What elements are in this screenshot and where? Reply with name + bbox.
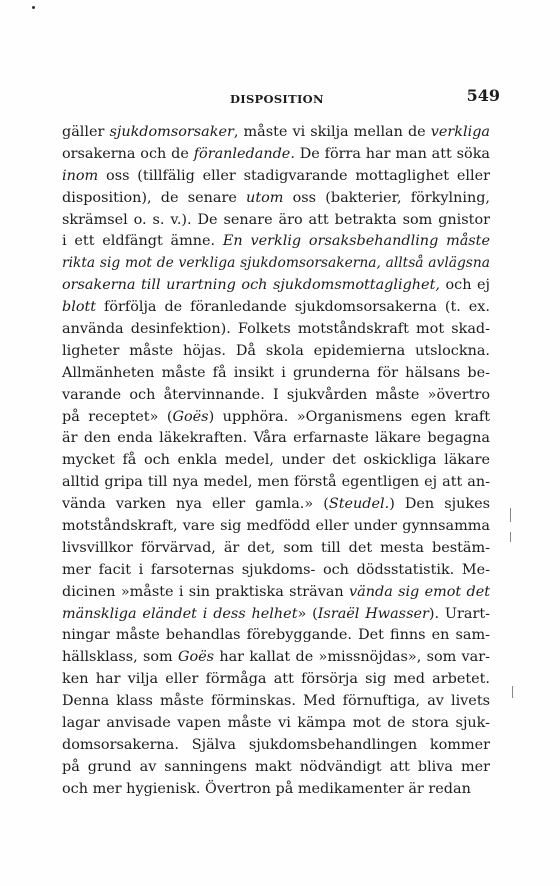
text-run: lagar anvisade vapen måste vi kämpa mot de stora sjuk- xyxy=(62,715,490,732)
text-line xyxy=(62,582,490,604)
text-line xyxy=(62,560,490,582)
text-run: är den enda läkekraften. Våra erfarnaste läkare begagna xyxy=(62,430,490,447)
text-run: skrämsel o. s. v.). De senare äro att betrakta som gnistor xyxy=(62,211,490,228)
text-run: oss (tillfälig eller stadigvarande mottaglighet eller xyxy=(98,167,490,184)
text-run: disposition), de senare xyxy=(62,189,247,206)
text-run: motståndskraft, vare sig medfödd eller under gynnsamma xyxy=(62,518,490,535)
text-run: ningar måste behandlas förebyggande. Det finns en sam- xyxy=(62,627,490,644)
text-run: och ej xyxy=(439,277,490,294)
text-line xyxy=(62,713,490,735)
text-run: mer facit i farsoternas sjukdoms- och dödsstatistik. Me- xyxy=(62,561,490,578)
text-run: ) upphöra. »Organismens egen kraft xyxy=(208,408,491,425)
text-line xyxy=(62,604,490,626)
italic-text: inom xyxy=(62,167,99,184)
text-line xyxy=(62,341,490,363)
text-line xyxy=(62,297,490,319)
text-line xyxy=(62,144,490,166)
text-run: Allmänheten måste få insikt i grunderna för hälsans be- xyxy=(62,364,490,381)
text-run: oss (bakterier, förkylning, xyxy=(283,189,490,206)
text-line xyxy=(62,669,490,691)
text-run: livsvillkor förvärvad, är det, som till det mesta bestäm- xyxy=(62,539,490,556)
text-run: ) Den sjukes xyxy=(389,496,490,513)
text-run: De förra har man att söka xyxy=(294,145,491,162)
italic-text: Goës xyxy=(177,649,215,666)
text-line xyxy=(62,757,490,779)
text-run: ken har vilja eller förmåga att försörja sig med arbetet. xyxy=(62,671,490,688)
scan-margin-mark xyxy=(512,686,513,698)
italic-text: En verklig orsaksbehandling måste xyxy=(222,233,490,250)
italic-text: orsakerna till urartning och sjukdomsmottaglighet, xyxy=(62,277,440,294)
text-run: förfölja de föranledande sjukdomsorsakerna (t. ex. xyxy=(96,299,490,316)
italic-text: Goës xyxy=(172,408,209,425)
body-text xyxy=(62,122,490,801)
text-run: vända varken nya eller gamla.» ( xyxy=(62,496,329,513)
scan-speck xyxy=(32,6,35,9)
italic-text: rikta sig mot de verkliga sjukdomsorsakerna, alltså avlägsna xyxy=(62,255,490,272)
italic-text: Israël Hwasser xyxy=(317,605,429,622)
text-run: ligheter måste höjas. Då skola epidemierna utslockna. xyxy=(62,342,490,359)
text-line xyxy=(62,407,490,429)
text-line xyxy=(62,625,490,647)
text-run: alltid gripa till nya medel, men förstå egentligen ej att an- xyxy=(62,474,490,491)
text-line xyxy=(62,647,490,669)
text-run: på receptet» ( xyxy=(62,408,173,425)
italic-text: mänskliga eländet i dess helhet xyxy=(62,605,298,622)
text-run: , måste vi skilja mellan de xyxy=(233,124,431,140)
text-run: domsorsakerna. Själva sjukdomsbehandlingen kommer xyxy=(62,736,490,753)
text-line xyxy=(62,231,490,253)
text-line xyxy=(62,472,490,494)
text-line xyxy=(62,538,490,560)
text-line xyxy=(62,385,490,407)
text-line xyxy=(62,188,490,210)
text-line xyxy=(62,122,490,144)
text-run: och mer hygienisk. Övertron på medikamenter är redan xyxy=(62,780,471,797)
text-run: ). Urart- xyxy=(428,605,490,622)
text-line xyxy=(62,253,490,275)
text-line xyxy=(62,450,490,472)
italic-text: sjukdomsorsaker xyxy=(109,124,234,140)
text-line xyxy=(62,428,490,450)
scan-margin-mark xyxy=(510,508,511,522)
text-run: dicinen »måste i sin praktiska strävan xyxy=(62,583,349,600)
italic-text: blott xyxy=(62,299,97,316)
text-line xyxy=(62,735,490,757)
scan-margin-mark xyxy=(510,532,511,542)
text-run: Denna klass måste förminskas. Med förnuftiga, av livets xyxy=(62,693,490,710)
text-line xyxy=(62,363,490,385)
text-run: på grund av sanningens makt nödvändigt att bliva mer xyxy=(62,758,490,775)
italic-text: utom xyxy=(246,189,284,206)
text-line xyxy=(62,779,490,801)
text-run: i ett eldfängt ämne. xyxy=(62,233,223,250)
italic-text: verkliga xyxy=(430,124,490,140)
italic-text: föranledande. xyxy=(193,145,295,162)
text-line xyxy=(62,516,490,538)
text-run: » ( xyxy=(297,605,318,622)
text-run: hällsklass, som xyxy=(62,649,178,666)
text-line xyxy=(62,166,490,188)
italic-text: Steudel. xyxy=(328,496,390,513)
page-number: 549 xyxy=(466,86,500,105)
running-head xyxy=(60,86,500,110)
text-line xyxy=(62,319,490,341)
text-line xyxy=(62,275,490,297)
text-line xyxy=(62,494,490,516)
text-run: använda desinfektion). Folkets motståndskraft mot skad- xyxy=(62,321,490,338)
text-run: varande och återvinnande. I sjukvården måste »övertro xyxy=(62,386,490,403)
text-run: har kallat de »missnöjdas», som var- xyxy=(214,649,491,666)
text-run: gäller xyxy=(62,124,110,140)
text-run: mycket få och enkla medel, under det oskickliga läkare xyxy=(62,452,490,469)
italic-text: vända sig emot det xyxy=(349,583,490,600)
running-title: DISPOSITION xyxy=(230,92,324,106)
text-line xyxy=(62,691,490,713)
text-run: orsakerna och de xyxy=(62,145,194,162)
text-line xyxy=(62,210,490,232)
